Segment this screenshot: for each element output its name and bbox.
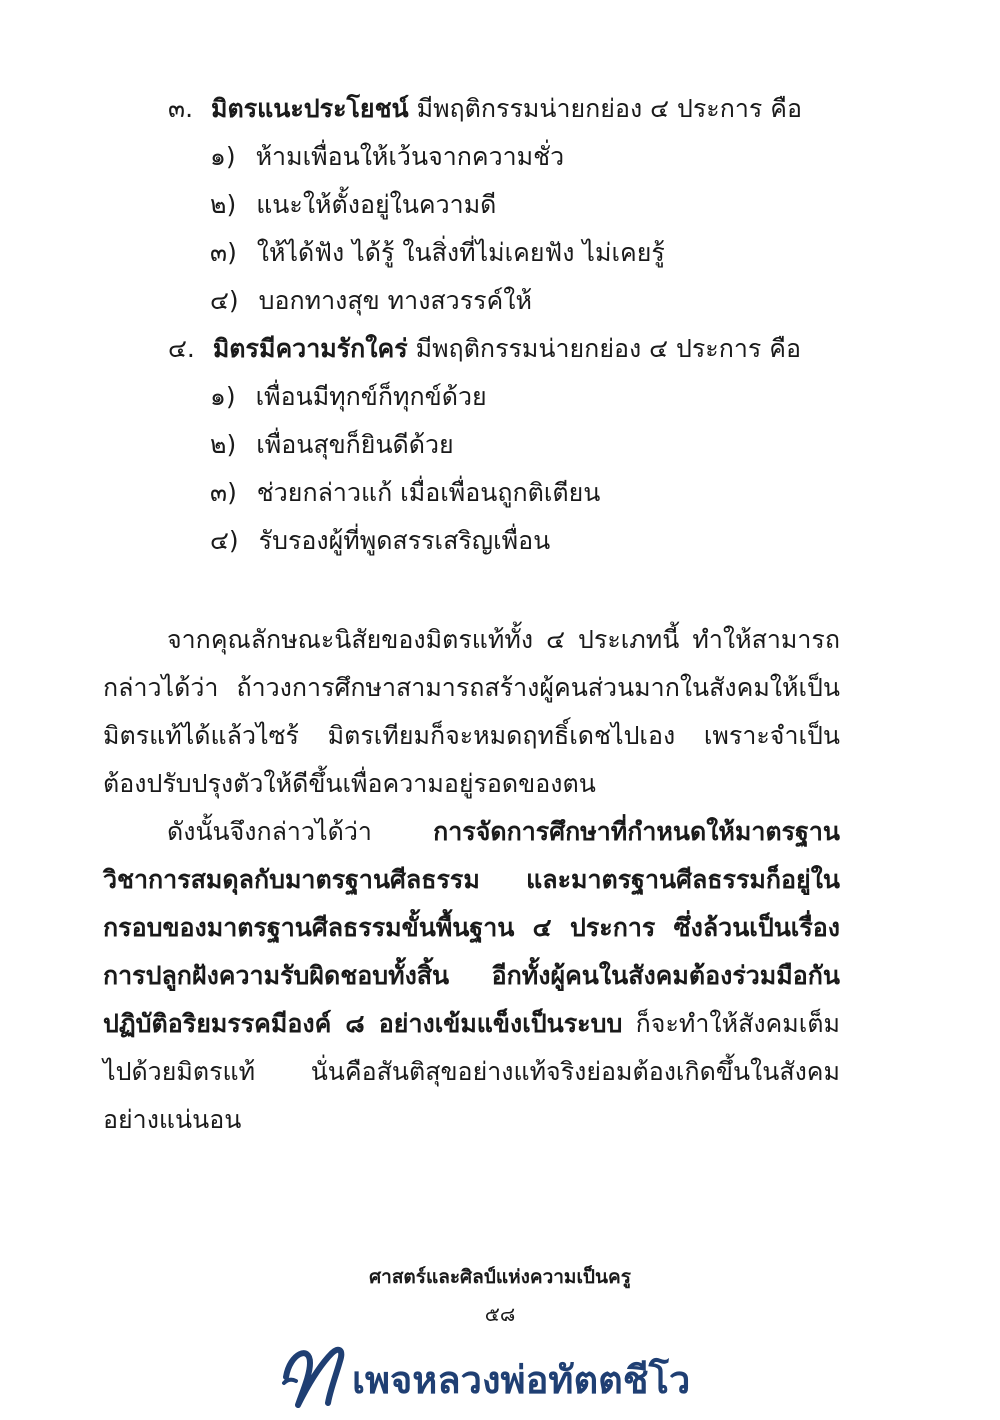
page-number: ๕๘ <box>484 1302 516 1326</box>
paragraph-summary <box>103 808 840 1144</box>
list-item-number: ๔) <box>210 526 239 555</box>
section-3-title: มิตรแนะประโยชน์ <box>211 94 409 123</box>
list-item <box>210 476 600 510</box>
paragraph-text: จากคุณลักษณะนิสัยของมิตรแท้ทั้ง ๔ ประเภทนี้ ทำให้สามารถกล่าวได้ว่า ถ้าวงการศึกษาสามารถสร้างผู้คนส่วนมากในสังคมให้เป็นมิตรแท้ได้แล้วไซร้ มิตรเทียมก็จะหมดฤทธิ์เดชไปเอง เพราะจำเป็นต้องปรับปรุงตัวให้ดีขึ้นเพื่อความอยู่รอดของตน <box>103 625 840 798</box>
list-item-number: ๓) <box>210 478 237 507</box>
list-item-text: ช่วยกล่าวแก้ เมื่อเพื่อนถูกติเตียน <box>256 478 601 507</box>
paragraph-bold-statement: การจัดการศึกษาที่กำหนดให้มาตรฐานวิชาการสมดุลกับมาตรฐานศีลธรรม และมาตรฐานศีลธรรมก็อยู่ในกรอบของมาตรฐานศีลธรรมขั้นพื้นฐาน ๔ ประการ ซึ่งล้วนเป็นเรื่องการปลูกฝังความรับผิดชอบทั้งสิ้น อีกทั้งผู้คนในสังคมต้องร่วมมือกันปฏิบัติอริยมรรคมีองค์ ๘ อย่างเข้มแข็งเป็นระบบ <box>103 817 840 1038</box>
list-item <box>210 140 564 174</box>
page-logo <box>280 1335 740 1415</box>
paragraph-conclusion <box>103 616 840 808</box>
list-item-text: แนะให้ตั้งอยู่ในความดี <box>256 190 497 219</box>
section-4-title: มิตรมีความรักใคร่ <box>212 334 408 363</box>
list-item-text: เพื่อนมีทุกข์ก็ทุกข์ด้วย <box>255 382 487 411</box>
list-item-text: บอกทางสุข ทางสวรรค์ให้ <box>258 286 532 315</box>
list-item-number: ๒) <box>210 430 237 459</box>
paragraph-lead: ดังนั้นจึงกล่าวได้ว่า <box>167 817 434 846</box>
list-item <box>210 428 454 462</box>
list-item-text: เพื่อนสุขก็ยินดีด้วย <box>256 430 454 459</box>
list-item <box>210 236 665 270</box>
section-4-description: มีพฤติกรรมน่ายกย่อง ๔ ประการ คือ <box>407 334 802 363</box>
list-item-text: รับรองผู้ที่พูดสรรเสริญเพื่อน <box>258 526 551 555</box>
logo-text: เพจหลวงพ่อทัตตชีโว <box>352 1358 691 1402</box>
section-4-number: ๔. <box>168 334 195 363</box>
section-3-heading <box>168 92 802 126</box>
section-4-heading <box>168 332 801 366</box>
list-item-number: ๑) <box>210 142 236 171</box>
list-item <box>210 284 532 318</box>
list-item <box>210 188 496 222</box>
list-item <box>210 380 487 414</box>
section-3-description: มีพฤติกรรมน่ายกย่อง ๔ ประการ คือ <box>408 94 802 123</box>
list-item-number: ๑) <box>210 382 236 411</box>
list-item-number: ๒) <box>210 190 237 219</box>
list-item-number: ๔) <box>210 286 239 315</box>
list-item-number: ๓) <box>210 238 237 267</box>
logo-mark-icon <box>280 1335 360 1415</box>
list-item-text: ให้ได้ฟัง ได้รู้ ในสิ่งที่ไม่เคยฟัง ไม่เคยรู้ <box>256 238 665 267</box>
paragraph-tail: ก็จะทำให้สังคมเต็มไปด้วยมิตรแท้ นั่นคือสันติสุขอย่างแท้จริงย่อมต้องเกิดขึ้นในสังคมอย่างแน่นอน <box>103 1009 841 1134</box>
book-title: ศาสตร์และศิลป์แห่งความเป็นครู <box>369 1266 631 1288</box>
list-item <box>210 524 550 558</box>
list-item-text: ห้ามเพื่อนให้เว้นจากความชั่ว <box>255 142 565 171</box>
section-3-number: ๓. <box>168 94 194 123</box>
